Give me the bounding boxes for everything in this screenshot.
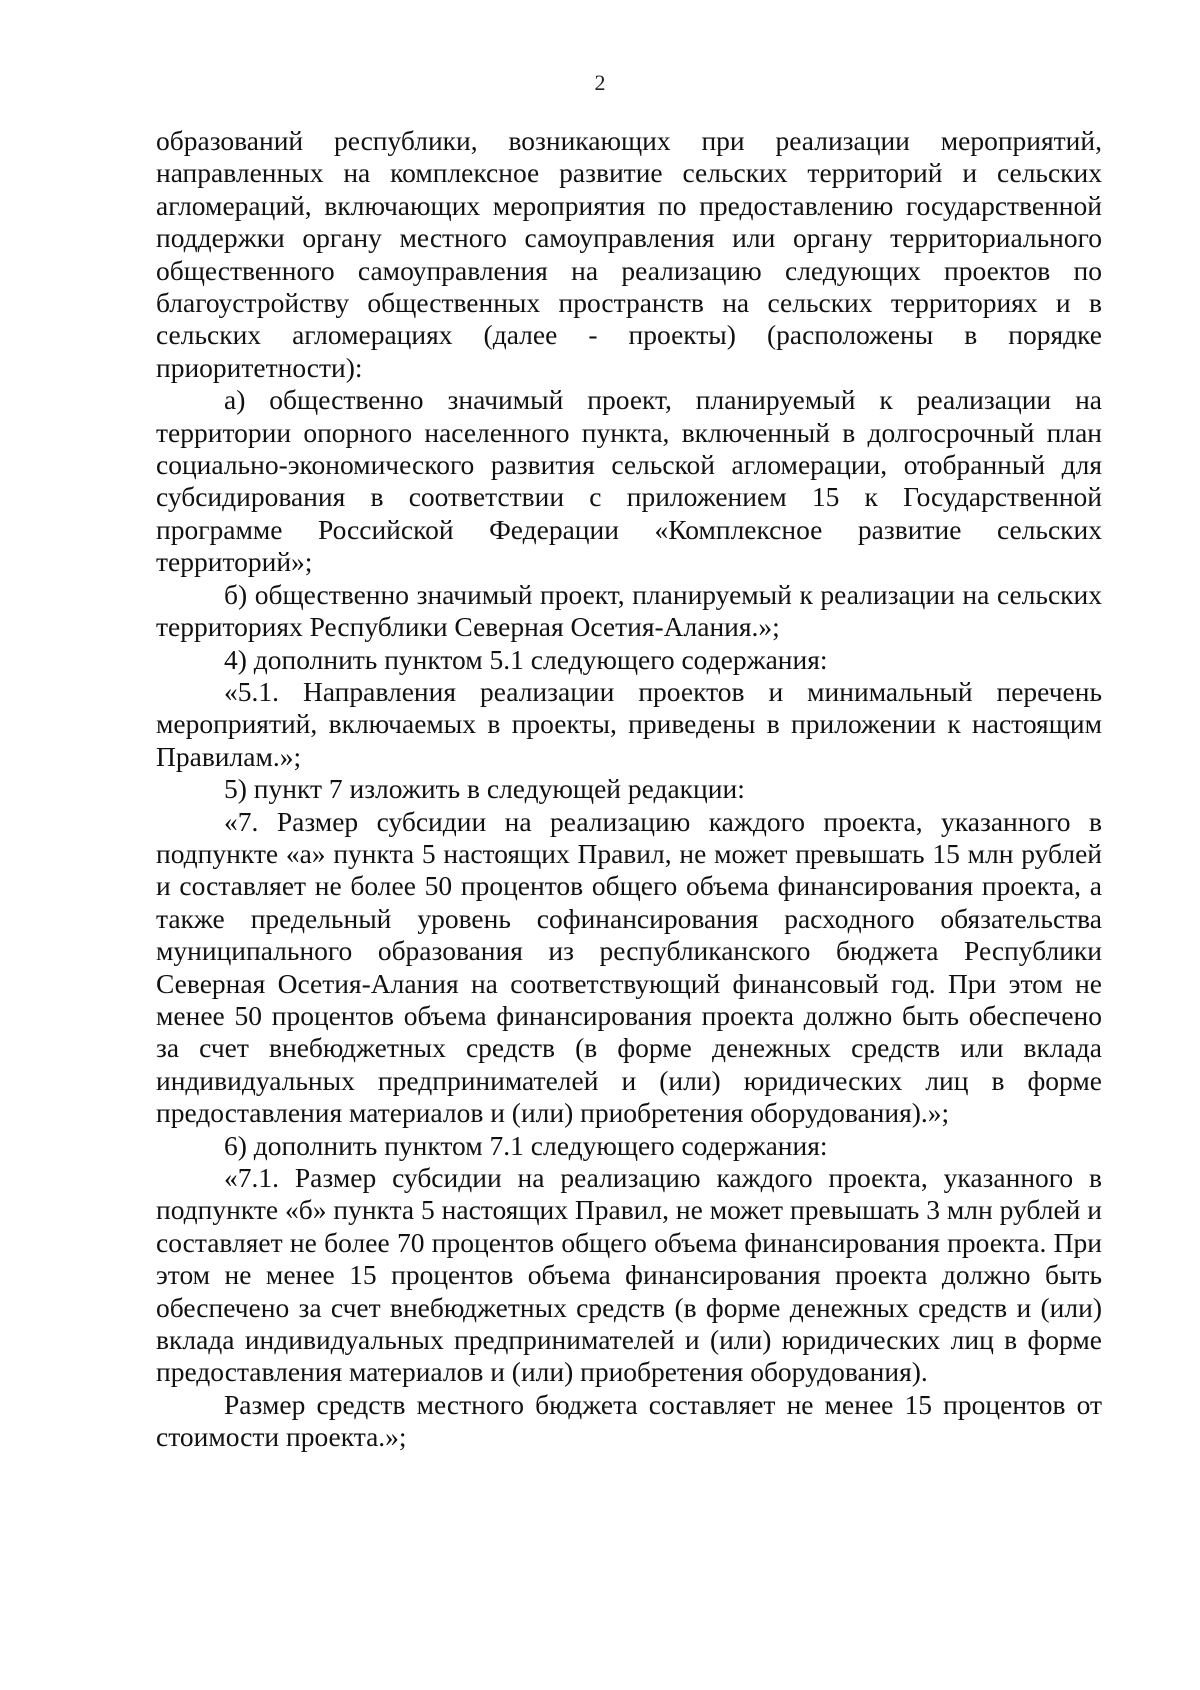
paragraph-7: «7. Размер субсидии на реализацию каждого проекта, указанного в подпункте «а» пункта 5 настоящих Правил, не может превышать 15 млн рублей и составляет не более 50 процентов общего объема финансирования проекта, а также предельный уровень софинансирования расходного обязательства муниципального образования из республиканского бюджета Республики Северная Осетия-Алания на соответствующий финансовый год. При этом не менее 50 процентов объема финансирования проекта должно быть обеспечено за счет внебюджетных средств (в форме денежных средств или вклада индивидуальных предпринимателей и (или) юридических лиц в форме предоставления материалов и (или) приобретения оборудования).»;	[156, 805, 1102, 1129]
page-number: 2	[594, 70, 606, 95]
paragraph-4: 4) дополнить пунктом 5.1 следующего содержания:	[224, 643, 828, 675]
document-body	[156, 125, 1102, 1454]
paragraph-10: Размер средств местного бюджета составляет не менее 15 процентов от стоимости проекта.»;	[156, 1388, 1102, 1453]
paragraph-5: «5.1. Направления реализации проектов и минимальный перечень мероприятий, включаемых в проекты, приведены в приложении к настоящим Правилам.»;	[156, 675, 1102, 772]
paragraph-2: а) общественно значимый проект, планируемый к реализации на территории опорного населенного пункта, включенный в долгосрочный план социально-экономического развития сельской агломерации, отобранный для субсидирования в соответствии с приложением 15 к Государственной программе Российской Федерации «Комплексное развитие сельских территорий»;	[156, 384, 1102, 578]
paragraph-8: 6) дополнить пунктом 7.1 следующего содержания:	[224, 1129, 828, 1161]
paragraph-9: «7.1. Размер субсидии на реализацию каждого проекта, указанного в подпункте «б» пункта 5 настоящих Правил, не может превышать 3 млн рублей и составляет не более 70 процентов общего объема финансирования проекта. При этом не менее 15 процентов объема финансирования проекта должно быть обеспечено за счет внебюджетных средств (в форме денежных средств и (или) вклада индивидуальных предпринимателей и (или) юридических лиц в форме предоставления материалов и (или) приобретения оборудования).	[156, 1162, 1102, 1388]
paragraph-6: 5) пункт 7 изложить в следующей редакции:	[224, 773, 745, 805]
paragraph-3: б) общественно значимый проект, планируемый к реализации на сельских территориях Республики Северная Осетия-Алания.»;	[156, 578, 1102, 643]
paragraph-1: образований республики, возникающих при реализации мероприятий, направленных на комплексное развитие сельских территорий и сельских агломераций, включающих мероприятия по предоставлению государственной поддержки органу местного самоуправления или органу территориального общественного самоуправления на реализацию следующих проектов по благоустройству общественных пространств на сельских территориях и в сельских агломерациях (далее - проекты) (расположены в порядке приоритетности):	[156, 125, 1102, 383]
